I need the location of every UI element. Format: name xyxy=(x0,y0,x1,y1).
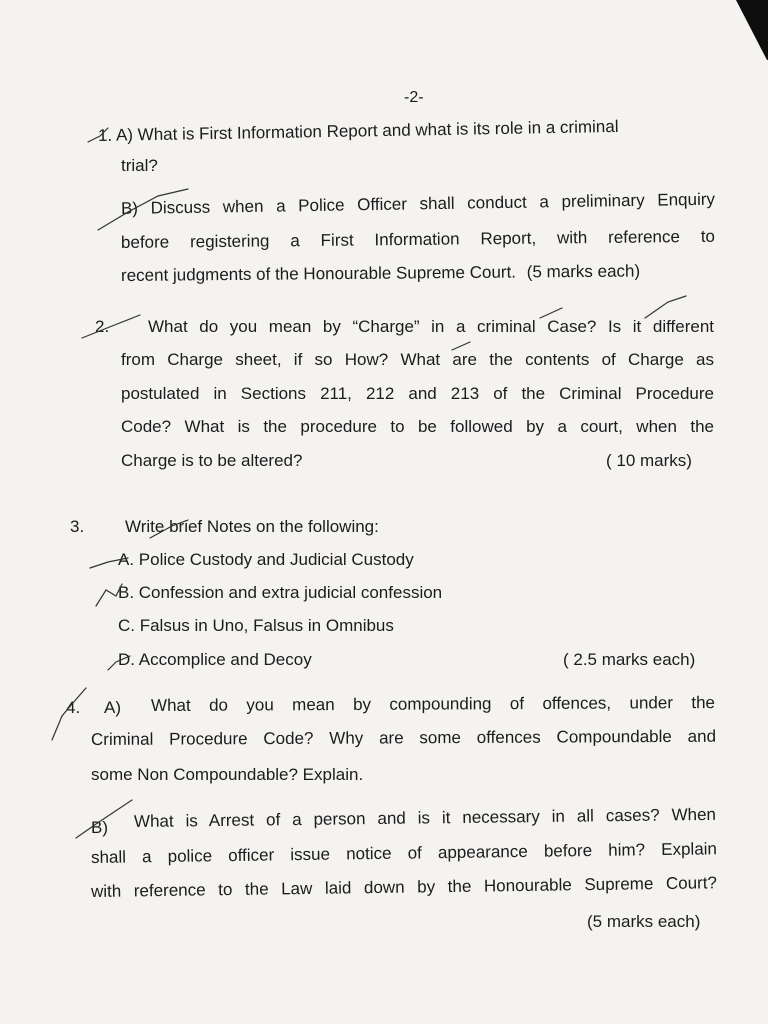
question-2-line-1: What do you mean by “Charge” in a criminal Case? Is it different xyxy=(148,317,714,336)
question-3-marks: ( 2.5 marks each) xyxy=(563,650,696,669)
question-1-number: 1. xyxy=(97,125,113,145)
question-3-number: 3. xyxy=(70,517,85,536)
question-2-line-5: Charge is to be altered? xyxy=(121,451,303,470)
question-4a-line-1: What do you mean by compounding of offences, under the xyxy=(150,693,716,715)
question-2-line-3: postulated in Sections 211, 212 and 213 of the Criminal Procedure xyxy=(121,384,714,403)
question-1b-line-3: recent judgments of the Honourable Supreme Court. xyxy=(120,262,517,285)
page-number: -2- xyxy=(404,89,424,106)
note-item-b: B. Confession and extra judicial confession xyxy=(118,583,443,602)
question-1b-line-2: before registering a First Information Report, with reference to xyxy=(120,226,716,252)
question-4b-label: B) xyxy=(91,818,108,837)
note-item-d: D. Accomplice and Decoy xyxy=(118,650,312,669)
question-2-number: 2. xyxy=(95,317,110,336)
question-4-number: 4. xyxy=(66,698,81,717)
question-4b-line-1: What is Arrest of a person and is it necessary in all cases? When xyxy=(133,804,717,831)
tick-mark-q2-word-2 xyxy=(645,296,686,318)
question-4-marks: (5 marks each) xyxy=(587,912,701,931)
question-3-heading: Write brief Notes on the following: xyxy=(125,517,379,536)
question-4b-line-2: shall a police officer issue notice of appearance before him? Explain xyxy=(90,839,718,867)
question-1a-text: A) What is First Information Report and what is its role in a criminal xyxy=(115,116,619,145)
tick-mark-q2-word-3 xyxy=(452,342,470,350)
question-2-line-4: Code? What is the procedure to be followed by a court, when the xyxy=(121,417,714,436)
question-4a-line-3: some Non Compoundable? Explain. xyxy=(91,765,364,784)
question-4b-line-3: with reference to the Law laid down by the Honourable Supreme Court? xyxy=(90,873,718,901)
question-2-line-2: from Charge sheet, if so How? What are the contents of Charge as xyxy=(121,350,714,369)
question-4a-label: A) xyxy=(104,698,121,717)
question-4a-line-2: Criminal Procedure Code? Why are some offences Compoundable and xyxy=(90,726,717,749)
question-1b-line-1: B) Discuss when a Police Officer shall conduct a preliminary Enquiry xyxy=(120,189,716,218)
question-2-marks: ( 10 marks) xyxy=(606,451,692,470)
note-item-c: C. Falsus in Uno, Falsus in Omnibus xyxy=(118,616,394,635)
question-1-marks: (5 marks each) xyxy=(526,261,641,282)
corner-shadow xyxy=(708,0,768,60)
note-item-a: A. Police Custody and Judicial Custody xyxy=(118,550,414,569)
question-1a-text-cont: trial? xyxy=(121,156,158,175)
tick-mark-q2 xyxy=(82,315,140,338)
